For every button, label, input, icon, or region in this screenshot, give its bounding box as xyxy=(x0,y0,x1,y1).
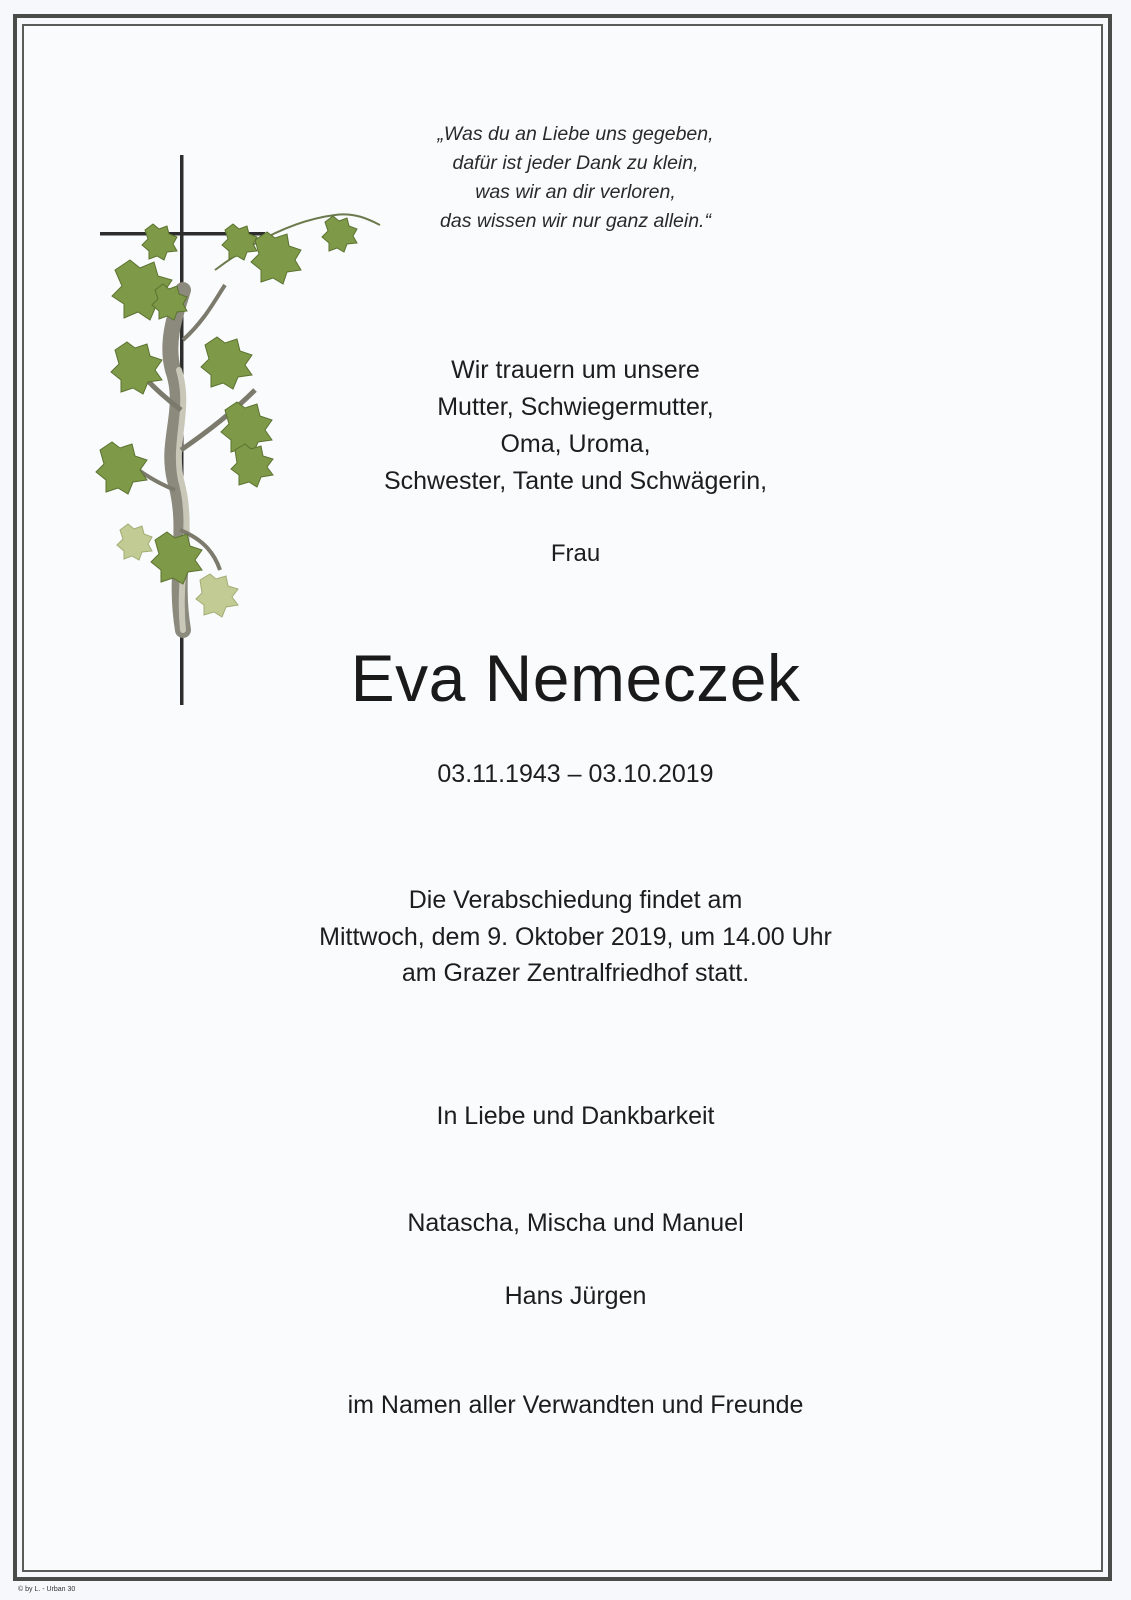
mourning-line: Wir trauern um unsere xyxy=(451,356,700,384)
ceremony-details xyxy=(10,882,1131,992)
quote-line: was wir an dir verloren, xyxy=(475,181,676,203)
mourning-statement xyxy=(10,352,1131,500)
ceremony-line: Die Verabschiedung findet am xyxy=(408,886,743,914)
mourning-line: Oma, Uroma, xyxy=(500,430,651,458)
ceremony-line: am Grazer Zentralfriedhof statt. xyxy=(401,959,750,987)
family-line: im Namen aller Verwandten und Freunde xyxy=(347,1391,804,1419)
salutation: Frau xyxy=(550,540,601,567)
quote-line: dafür ist jeder Dank zu klein, xyxy=(452,152,699,174)
ceremony-line: Mittwoch, dem 9. Oktober 2019, um 14.00 Uhr xyxy=(319,922,832,951)
deceased-name: Eva Nemeczek xyxy=(350,641,801,715)
quote-line: das wissen wir nur ganz allein.“ xyxy=(440,210,711,232)
mourning-line: Schwester, Tante und Schwägerin, xyxy=(383,467,768,495)
mourners-names-2: Hans Jürgen xyxy=(504,1282,647,1310)
quote-line: „Was du an Liebe uns gegeben, xyxy=(437,123,714,145)
memorial-quote xyxy=(10,120,1131,236)
mourners-names: Natascha, Mischa und Manuel xyxy=(407,1209,744,1237)
copyright-note: © by L. - Urban 30 xyxy=(18,1586,76,1593)
closing-phrase: In Liebe und Dankbarkeit xyxy=(436,1102,715,1130)
life-dates: 03.11.1943 – 03.10.2019 xyxy=(437,760,714,788)
mourning-line: Mutter, Schwiegermutter, xyxy=(437,393,714,421)
